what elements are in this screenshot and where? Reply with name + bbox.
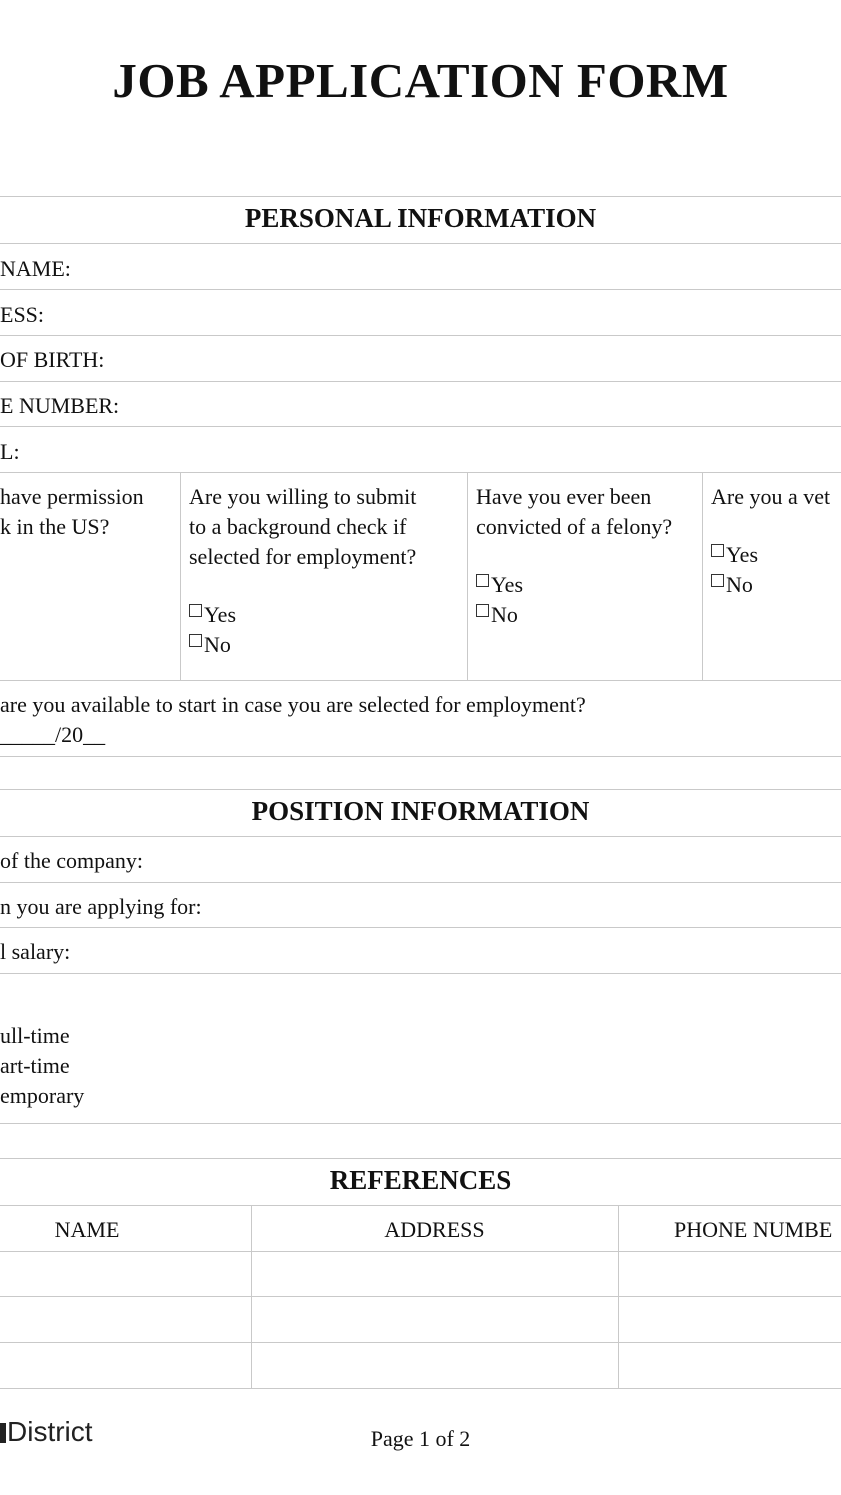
option-part-time[interactable]: art-time xyxy=(0,1053,70,1078)
option-no[interactable]: No xyxy=(476,600,672,630)
column-divider xyxy=(702,472,703,680)
question-background-check xyxy=(189,482,416,660)
divider xyxy=(0,1205,841,1206)
question-line: Are you willing to submit xyxy=(189,484,417,509)
divider xyxy=(0,973,841,974)
option-yes[interactable]: Yes xyxy=(476,570,672,600)
option-no[interactable]: No xyxy=(189,630,416,660)
page-number: Page 1 of 2 xyxy=(370,1426,471,1451)
divider xyxy=(0,789,841,790)
references-header-name: NAME xyxy=(54,1217,120,1242)
table-row-divider xyxy=(0,1388,841,1389)
divider xyxy=(0,882,841,883)
divider xyxy=(0,756,841,757)
divider xyxy=(0,196,841,197)
option-yes[interactable]: Yes xyxy=(711,540,830,570)
references-section-heading: REFERENCES xyxy=(329,1165,512,1195)
divider xyxy=(0,381,841,382)
field-email[interactable]: L: xyxy=(0,439,20,464)
divider xyxy=(0,680,841,681)
table-row-divider xyxy=(0,1251,841,1252)
divider xyxy=(0,1123,841,1124)
question-work-permission xyxy=(0,482,144,542)
field-date-of-birth[interactable]: OF BIRTH: xyxy=(0,347,105,372)
question-line: have permission xyxy=(0,484,144,509)
question-line: Are you a vet xyxy=(711,484,831,509)
checkbox[interactable] xyxy=(476,574,489,587)
field-position-applied[interactable]: n you are applying for: xyxy=(0,894,202,919)
column-divider xyxy=(618,1205,619,1388)
divider xyxy=(0,335,841,336)
column-divider xyxy=(467,472,468,680)
field-expected-salary[interactable]: l salary: xyxy=(0,939,71,964)
divider xyxy=(0,836,841,837)
checkbox[interactable] xyxy=(711,574,724,587)
column-divider xyxy=(251,1205,252,1388)
column-divider xyxy=(180,472,181,680)
question-veteran xyxy=(711,482,830,600)
option-no[interactable]: No xyxy=(711,570,830,600)
references-header-address: ADDRESS xyxy=(384,1217,485,1242)
question-felony xyxy=(476,482,672,630)
divider xyxy=(0,472,841,473)
checkbox[interactable] xyxy=(476,604,489,617)
question-line: Have you ever been xyxy=(476,484,652,509)
employment-type-options xyxy=(0,1021,84,1111)
position-section-heading: POSITION INFORMATION xyxy=(251,796,590,826)
availability-date-field[interactable]: _____/20__ xyxy=(0,722,106,747)
question-line: k in the US? xyxy=(0,514,110,539)
references-header-phone: PHONE NUMBE xyxy=(674,1217,833,1242)
question-line: convicted of a felony? xyxy=(476,514,673,539)
checkbox[interactable] xyxy=(711,544,724,557)
divider xyxy=(0,426,841,427)
question-line: selected for employment? xyxy=(189,544,417,569)
table-row-divider xyxy=(0,1296,841,1297)
brand-logo: District xyxy=(0,1416,93,1448)
field-address[interactable]: ESS: xyxy=(0,302,45,327)
field-company-name[interactable]: of the company: xyxy=(0,848,143,873)
availability-question: are you available to start in case you are selected for employment? xyxy=(0,692,586,717)
divider xyxy=(0,243,841,244)
field-phone-number[interactable]: E NUMBER: xyxy=(0,393,120,418)
form-title: JOB APPLICATION FORM xyxy=(112,53,729,108)
option-yes[interactable]: Yes xyxy=(189,600,416,630)
personal-section-heading: PERSONAL INFORMATION xyxy=(244,203,597,233)
question-line: to a background check if xyxy=(189,514,407,539)
option-temporary[interactable]: emporary xyxy=(0,1083,85,1108)
option-full-time[interactable]: ull-time xyxy=(0,1023,70,1048)
divider xyxy=(0,927,841,928)
divider xyxy=(0,1158,841,1159)
checkbox[interactable] xyxy=(189,604,202,617)
field-full-name[interactable]: NAME: xyxy=(0,256,71,281)
checkbox[interactable] xyxy=(189,634,202,647)
divider xyxy=(0,289,841,290)
table-row-divider xyxy=(0,1342,841,1343)
